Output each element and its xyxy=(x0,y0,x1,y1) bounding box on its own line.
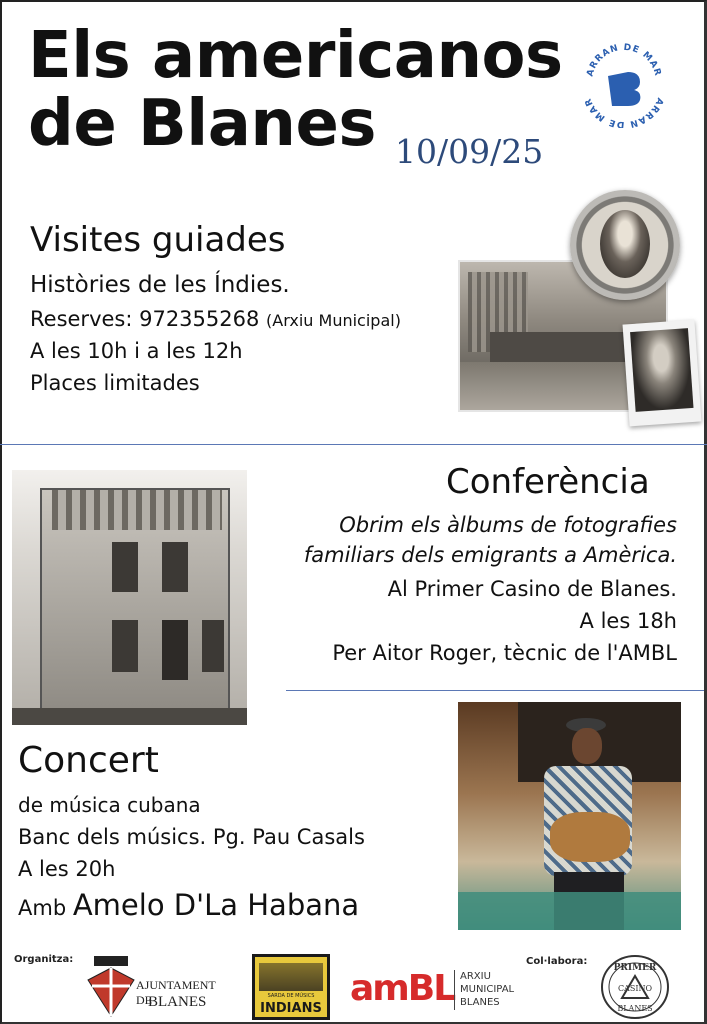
visites-hours: A les 10h i a les 12h xyxy=(30,339,243,363)
svg-text:ARRAN DE MAR xyxy=(585,43,662,78)
casino-mid-text: CASINO xyxy=(617,984,653,993)
col-labora-label: Col·labora: xyxy=(526,956,588,967)
casino-bottom-text: BLANES xyxy=(617,1004,653,1013)
separator-2 xyxy=(286,690,704,691)
arxiu-line-3: BLANES xyxy=(460,997,500,1008)
oval-portrait-woman xyxy=(570,190,680,300)
reserves-phone: Reserves: 972355268 xyxy=(30,307,260,331)
concert-heading: Concert xyxy=(18,740,159,781)
arxiu-text xyxy=(460,970,514,1009)
musician-photo xyxy=(458,702,681,930)
building-photo xyxy=(12,470,247,725)
ambl-text: amBL xyxy=(350,968,455,1009)
conferencia-venue: Al Primer Casino de Blanes. xyxy=(387,577,677,601)
concert-artist xyxy=(18,890,359,923)
conferencia-heading: Conferència xyxy=(446,462,650,502)
visites-reserves xyxy=(30,304,401,336)
arxiu-line-1: ARXIU xyxy=(460,971,491,982)
ajuntament-shield-icon xyxy=(84,954,138,1020)
organitza-label: Organitza: xyxy=(14,954,74,965)
ajuntament-logo xyxy=(84,954,234,1020)
visites-subtitle: Històries de les Índies. xyxy=(30,272,290,298)
event-date: 10/09/25 xyxy=(395,132,544,171)
portrait-man-photo xyxy=(623,320,702,427)
title-line-2: de Blanes xyxy=(28,87,376,161)
concert-venue: Banc dels músics. Pg. Pau Casals xyxy=(18,825,365,849)
visites-heading: Visites guiades xyxy=(30,220,286,260)
casino-seal-icon xyxy=(600,954,670,1020)
indians-logo xyxy=(252,954,330,1020)
conferencia-line-2: familiars dels emigrants a Amèrica. xyxy=(303,543,677,567)
artist-name: Amelo D'La Habana xyxy=(72,888,360,922)
indians-text: INDIANS xyxy=(260,1001,322,1016)
conferencia-speaker: Per Aitor Roger, tècnic de l'AMBL xyxy=(332,641,677,665)
reserves-note: (Arxiu Municipal) xyxy=(266,311,401,330)
artist-prefix: Amb xyxy=(18,896,67,920)
arran-de-mar-logo xyxy=(578,36,670,128)
casino-top-text: PRIMER xyxy=(613,963,657,973)
indians-top-text: SARDA DE MÚSICS xyxy=(267,993,315,999)
ajuntament-line-1: AJUNTAMENT DE xyxy=(136,978,216,1007)
conferencia-hour: A les 18h xyxy=(579,609,677,633)
visites-places: Places limitades xyxy=(30,371,200,395)
concert-hour: A les 20h xyxy=(18,857,116,881)
seal-text-top: ARRAN DE MAR xyxy=(585,42,663,78)
seal-text-bottom: ARRAN DE MAR xyxy=(583,96,665,128)
seal-icon xyxy=(578,36,670,128)
title-line-1: Els americanos xyxy=(28,19,563,93)
ambl-logo xyxy=(350,968,530,1016)
ajuntament-line-2: BLANES xyxy=(148,994,207,1010)
concert-subtitle: de música cubana xyxy=(18,793,201,817)
arxiu-line-2: MUNICIPAL xyxy=(460,984,515,995)
casino-logo xyxy=(600,954,670,1020)
conferencia-line-1: Obrim els àlbums de fotografies xyxy=(339,513,677,537)
separator-1 xyxy=(0,444,707,445)
